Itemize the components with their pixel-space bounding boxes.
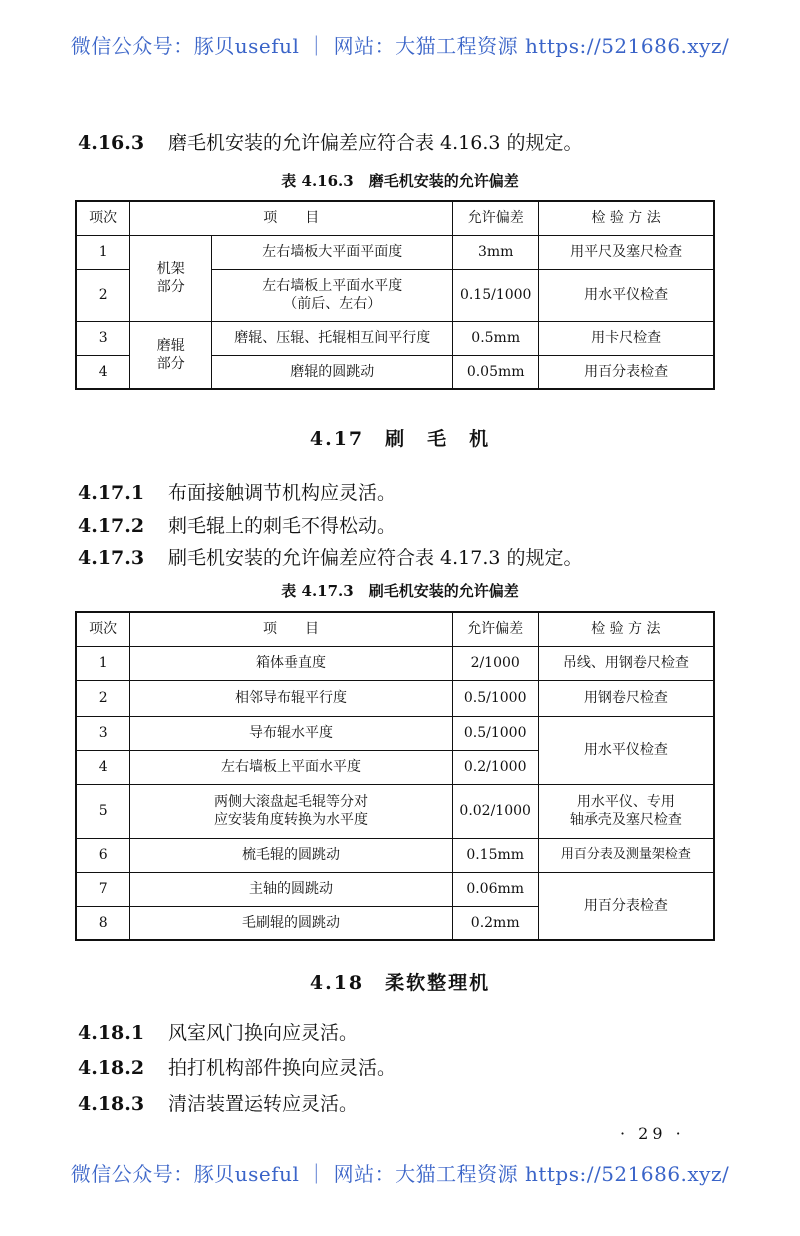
tolerance-cell: 0.15mm <box>452 838 538 872</box>
header-cell: 检 验 方 法 <box>538 612 714 646</box>
table-header-row <box>76 612 714 646</box>
method-cell: 用百分表检查 <box>539 355 714 389</box>
method-cell: 吊线、用钢卷尺检查 <box>538 646 714 680</box>
clause-text: 刺毛辊上的刺毛不得松动。 <box>168 515 397 537</box>
table-caption-4-16-3: 表 4.16.3 磨毛机安装的允许偏差 <box>281 172 519 190</box>
clause-4-18-3 <box>78 1089 358 1116</box>
item-cell: 主轴的圆跳动 <box>130 872 452 906</box>
table-row <box>76 784 714 838</box>
table-row <box>76 680 714 716</box>
group-label-frame: 机架部分 <box>130 235 212 321</box>
item-cell: 左右墙板上平面水平度 （前后、左右） <box>212 269 453 321</box>
tolerance-cell: 0.02/1000 <box>452 784 538 838</box>
table-4-16-3 <box>75 200 715 390</box>
header-cell: 允许偏差 <box>453 201 539 235</box>
clause-text: 刷毛机安装的允许偏差应符合表 4.17.3 的规定。 <box>168 547 583 569</box>
clause-number: 4.18.1 <box>78 1022 145 1044</box>
table-row <box>76 646 714 680</box>
table-header-row <box>76 201 714 235</box>
item-cell: 毛刷辊的圆跳动 <box>130 906 452 940</box>
clause-number: 4.17.2 <box>78 515 145 537</box>
row-number: 2 <box>76 269 130 321</box>
header-cell: 项 目 <box>130 201 453 235</box>
section-title-4-17: 4.17 刷 毛 机 <box>309 428 491 450</box>
method-cell: 用百分表检查 <box>538 872 714 940</box>
clause-number: 4.18.3 <box>78 1093 145 1115</box>
item-cell: 相邻导布辊平行度 <box>130 680 452 716</box>
row-number: 3 <box>76 716 130 750</box>
method-cell: 用水平仪、专用 轴承壳及塞尺检查 <box>538 784 714 838</box>
watermark-top: 微信公众号：豚贝useful ｜ 网站：大猫工程资源 https://521686.xyz/ <box>70 34 730 58</box>
tolerance-cell: 3mm <box>453 235 539 269</box>
table-row <box>76 872 714 906</box>
table-4-17-3 <box>75 611 715 941</box>
method-cell: 用卡尺检查 <box>539 321 714 355</box>
method-cell: 用水平仪检查 <box>539 269 714 321</box>
row-number: 4 <box>76 355 130 389</box>
clause-text: 拍打机构部件换向应灵活。 <box>168 1057 397 1079</box>
header-cell: 项次 <box>76 201 130 235</box>
tolerance-cell: 0.05mm <box>453 355 539 389</box>
clause-4-18-2 <box>78 1053 396 1080</box>
row-number: 4 <box>76 750 130 784</box>
item-cell: 导布辊水平度 <box>130 716 452 750</box>
tolerance-cell: 0.5mm <box>453 321 539 355</box>
tolerance-cell: 0.2mm <box>452 906 538 940</box>
clause-text: 风室风门换向应灵活。 <box>168 1022 359 1044</box>
clause-text: 布面接触调节机构应灵活。 <box>168 482 397 504</box>
row-number: 1 <box>76 646 130 680</box>
clause-text: 磨毛机安装的允许偏差应符合表 4.16.3 的规定。 <box>168 132 583 154</box>
item-cell: 左右墙板大平面平面度 <box>212 235 453 269</box>
item-cell: 磨辊、压辊、托辊相互间平行度 <box>212 321 453 355</box>
method-cell: 用钢卷尺检查 <box>538 680 714 716</box>
table-row <box>76 838 714 872</box>
row-number: 1 <box>76 235 130 269</box>
section-title-4-18: 4.18 柔软整理机 <box>309 972 491 994</box>
row-number: 6 <box>76 838 130 872</box>
tolerance-cell: 0.15/1000 <box>453 269 539 321</box>
table-row <box>76 235 714 269</box>
row-number: 2 <box>76 680 130 716</box>
clause-4-16-3 <box>78 128 583 155</box>
page-number: · 29 · <box>620 1124 685 1143</box>
header-cell: 项 目 <box>130 612 452 646</box>
tolerance-cell: 0.06mm <box>452 872 538 906</box>
item-cell: 两侧大滚盘起毛辊等分对 应安装角度转换为水平度 <box>130 784 452 838</box>
method-cell: 用水平仪检查 <box>538 716 714 784</box>
clause-4-18-1 <box>78 1018 358 1045</box>
row-number: 3 <box>76 321 130 355</box>
item-cell: 磨辊的圆跳动 <box>212 355 453 389</box>
clause-number: 4.16.3 <box>78 132 145 154</box>
clause-number: 4.17.1 <box>78 482 145 504</box>
clause-4-17-1 <box>78 478 396 505</box>
clause-text: 清洁装置运转应灵活。 <box>168 1093 359 1115</box>
header-cell: 检 验 方 法 <box>539 201 714 235</box>
method-cell: 用百分表及测量架检查 <box>538 838 714 872</box>
clause-4-17-3 <box>78 543 583 570</box>
tolerance-cell: 0.2/1000 <box>452 750 538 784</box>
header-cell: 允许偏差 <box>452 612 538 646</box>
item-cell: 箱体垂直度 <box>130 646 452 680</box>
table-row <box>76 321 714 355</box>
tolerance-cell: 0.5/1000 <box>452 680 538 716</box>
watermark-bottom: 微信公众号：豚贝useful ｜ 网站：大猫工程资源 https://521686.xyz/ <box>70 1162 730 1186</box>
table-caption-4-17-3: 表 4.17.3 刷毛机安装的允许偏差 <box>281 582 519 600</box>
header-cell: 项次 <box>76 612 130 646</box>
item-cell: 左右墙板上平面水平度 <box>130 750 452 784</box>
clause-4-17-2 <box>78 511 396 538</box>
method-cell: 用平尺及塞尺检查 <box>539 235 714 269</box>
item-cell: 梳毛辊的圆跳动 <box>130 838 452 872</box>
clause-number: 4.17.3 <box>78 547 145 569</box>
row-number: 7 <box>76 872 130 906</box>
clause-number: 4.18.2 <box>78 1057 145 1079</box>
tolerance-cell: 2/1000 <box>452 646 538 680</box>
table-row <box>76 716 714 750</box>
group-label-roller: 磨辊部分 <box>130 321 212 389</box>
tolerance-cell: 0.5/1000 <box>452 716 538 750</box>
row-number: 8 <box>76 906 130 940</box>
row-number: 5 <box>76 784 130 838</box>
